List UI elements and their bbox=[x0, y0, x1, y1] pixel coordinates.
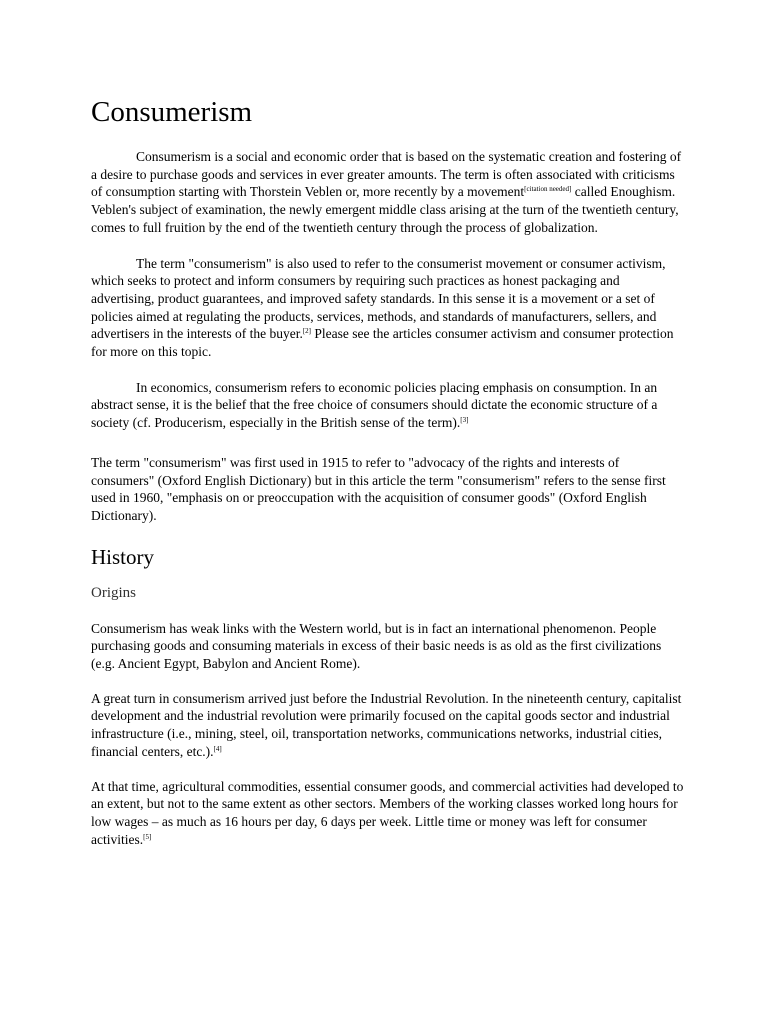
paragraph-working-classes bbox=[91, 778, 685, 849]
paragraph-intro bbox=[91, 148, 685, 237]
citation-needed-note[interactable]: [citation needed] bbox=[524, 185, 572, 194]
paragraph-text: In economics, consumerism refers to economic policies placing emphasis on consumption. In an abstract sense, it is the belief that the free choice of consumers should dictate the economic structure of a society (cf. Producerism, especially in the British sense of the term). bbox=[91, 379, 658, 431]
citation-2[interactable]: [2] bbox=[302, 327, 311, 336]
article-body bbox=[91, 94, 685, 848]
paragraph-term-origin: The term "consumerism" was first used in 1915 to refer to "advocacy of the rights and interests of consumers" (Oxford English Dictionary) but in this article the term "consumerism" refers to the sense first used in 1960, "emphasis on or preoccupation with the acquisition of consumer goods" (Oxford English Dictionary). bbox=[91, 454, 666, 523]
paragraph-industrial-revolution bbox=[91, 690, 685, 761]
paragraph-text: At that time, agricultural commodities, essential consumer goods, and commercial activities had developed to an extent, but not to the same extent as other sectors. Members of the working classes worked long hours for low wages – as much as 16 hours per day, 6 days per week. Little time or money was left for consumer activities. bbox=[91, 778, 684, 847]
section-heading-history: History bbox=[91, 544, 154, 569]
subsection-heading-origins: Origins bbox=[91, 584, 136, 601]
citation-3[interactable]: [3] bbox=[460, 416, 469, 425]
page-title: Consumerism bbox=[91, 96, 253, 128]
paragraph-text: The term "consumerism" is also used to refer to the consumerist movement or consumer activism, which seeks to protect and inform consumers by requiring such practices as honest packaging and advertising, product guarantees, and improved safety standards. In this sense it is a movement or a set of policies aimed at regulating the products, services, methods, and standards of manufacturers, sellers, and advertisers in the interests of the buyer. bbox=[91, 255, 666, 342]
paragraph-economics bbox=[91, 379, 685, 432]
paragraph-text: Consumerism is a social and economic order that is based on the systematic creation and fostering of a desire to purchase goods and services in ever greater amounts. The term is often associated with criticisms of consumption starting with Thorstein Veblen or, more recently by a movement bbox=[91, 149, 682, 200]
paragraph-text: A great turn in consumerism arrived just before the Industrial Revolution. In the nineteenth century, capitalist development and the industrial revolution were primarily focused on the capital goods sector and industrial infrastructure (i.e., mining, steel, oil, transportation networks, communications networks, industrial cities, financial centers, etc.). bbox=[91, 690, 682, 759]
citation-4[interactable]: [4] bbox=[213, 744, 222, 753]
paragraph-text: Please see the articles consumer activism and consumer protection for more on this topic. bbox=[91, 326, 674, 360]
citation-5[interactable]: [5] bbox=[143, 832, 152, 841]
paragraph-text: called Enoughism. Veblen's subject of examination, the newly emergent middle class arising at the turn of the twentieth century, comes to full fruition by the end of the twentieth century through the process of globalization. bbox=[91, 184, 679, 235]
paragraph-consumer-activism bbox=[91, 255, 685, 361]
paragraph-origins: Consumerism has weak links with the Western world, but is in fact an international phenomenon. People purchasing goods and consuming materials in excess of their basic needs is as old as the first civilizations (e.g. Ancient Egypt, Babylon and Ancient Rome). bbox=[91, 620, 662, 672]
